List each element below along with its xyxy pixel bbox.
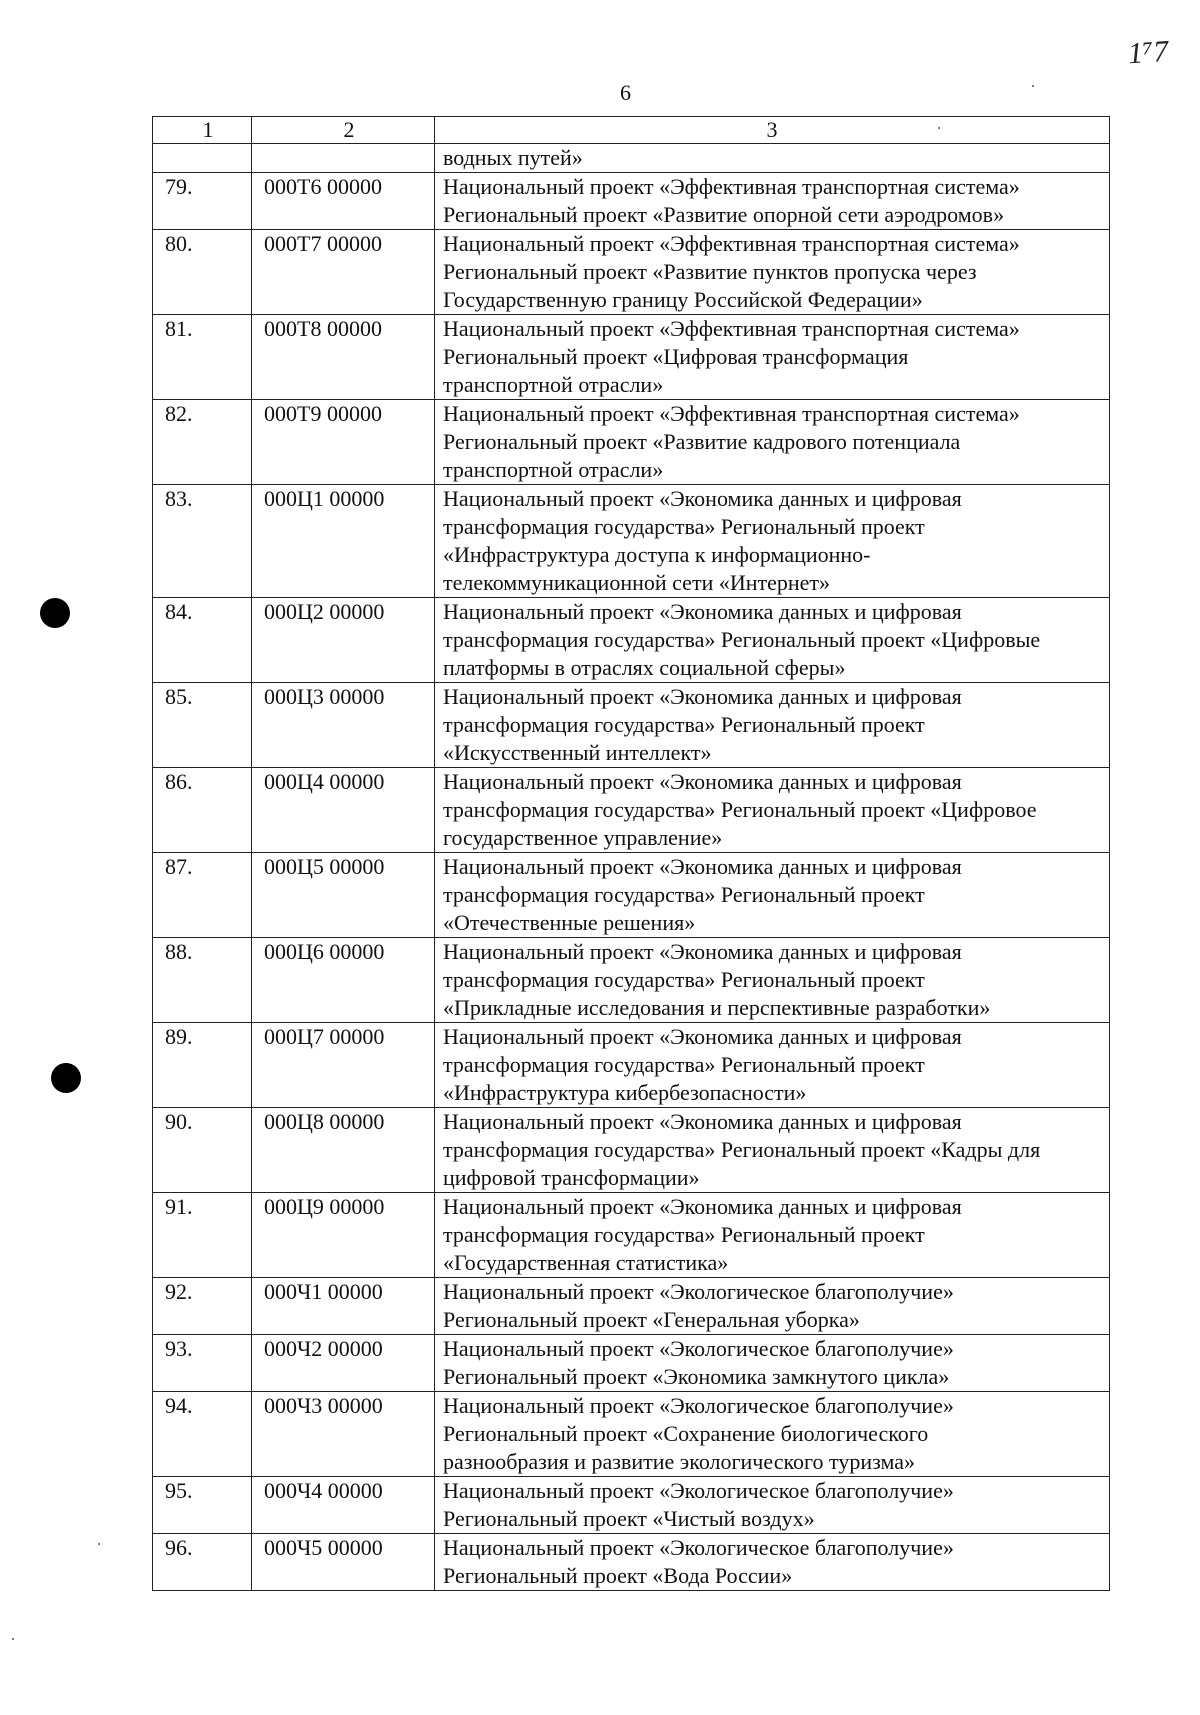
description-line: «Инфраструктура доступа к информационно- (443, 542, 871, 567)
row-description-cell (435, 1193, 1110, 1278)
description-line: Региональный проект «Чистый воздух» (443, 1506, 815, 1531)
table-row (153, 1278, 1110, 1335)
row-description-cell (435, 1392, 1110, 1477)
row-code-cell: 000Ц5 00000 (252, 853, 435, 938)
row-description-cell (435, 938, 1110, 1023)
row-description-cell (435, 173, 1110, 230)
row-code-cell: 000Ч2 00000 (252, 1335, 435, 1392)
description-line: транспортной отрасли» (443, 372, 664, 397)
handwritten-page-mark: 1⁷7 (1126, 34, 1170, 71)
column-header-2: 2 (252, 117, 435, 144)
row-code-cell: 000Ч5 00000 (252, 1534, 435, 1591)
description-line: Региональный проект «Цифровая трансформация (443, 344, 909, 369)
description-line: Национальный проект «Экономика данных и цифровая (443, 1024, 962, 1049)
row-code-cell: 000Ц9 00000 (252, 1193, 435, 1278)
table-row (153, 1477, 1110, 1534)
table-row (153, 598, 1110, 683)
table-row (153, 1534, 1110, 1591)
row-number-cell: 80. (153, 230, 252, 315)
table-row (153, 1193, 1110, 1278)
description-line: «Искусственный интеллект» (443, 740, 712, 765)
description-line: телекоммуникационной сети «Интернет» (443, 570, 831, 595)
description-line: разнообразия и развитие экологического туризма» (443, 1449, 916, 1474)
punch-hole-bottom (51, 1063, 81, 1093)
row-description-cell (435, 1335, 1110, 1392)
row-description-cell (435, 230, 1110, 315)
row-number-cell: 87. (153, 853, 252, 938)
row-code-cell: 000Т9 00000 (252, 400, 435, 485)
row-code-cell: 000Ц8 00000 (252, 1108, 435, 1193)
row-code-cell: 000Ц3 00000 (252, 683, 435, 768)
row-code-cell: 000Ц4 00000 (252, 768, 435, 853)
row-description-cell (435, 1023, 1110, 1108)
row-description-cell (435, 400, 1110, 485)
row-description-cell (435, 598, 1110, 683)
description-line: Национальный проект «Эффективная транспортная система» (443, 401, 1020, 426)
row-code-cell: 000Ч4 00000 (252, 1477, 435, 1534)
table-header-row (153, 117, 1110, 144)
row-code-cell: 000Т8 00000 (252, 315, 435, 400)
row-description-cell (435, 1108, 1110, 1193)
row-description-cell (435, 683, 1110, 768)
table-row (153, 1392, 1110, 1477)
row-code-cell: 000Ч3 00000 (252, 1392, 435, 1477)
table-row (153, 315, 1110, 400)
description-line: трансформация государства» Региональный проект «Цифровое (443, 797, 1037, 822)
description-line: Государственную границу Российской Федерации» (443, 287, 923, 312)
row-code-cell: 000Ц7 00000 (252, 1023, 435, 1108)
table-row (153, 173, 1110, 230)
description-line: Национальный проект «Экономика данных и цифровая (443, 1109, 962, 1134)
row-number-cell: 92. (153, 1278, 252, 1335)
description-line: Национальный проект «Экономика данных и цифровая (443, 854, 962, 879)
row-description-cell (435, 485, 1110, 598)
description-line: Национальный проект «Экологическое благополучие» (443, 1279, 954, 1304)
description-line: трансформация государства» Региональный проект «Кадры для (443, 1137, 1041, 1162)
row-description-cell (435, 1278, 1110, 1335)
description-line: трансформация государства» Региональный проект «Цифровые (443, 627, 1041, 652)
table-row (153, 683, 1110, 768)
description-line: Региональный проект «Развитие опорной сети аэродромов» (443, 202, 1005, 227)
description-line: цифровой трансформации» (443, 1165, 700, 1190)
description-line: трансформация государства» Региональный проект (443, 882, 925, 907)
description-line: «Инфраструктура кибербезопасности» (443, 1080, 807, 1105)
scan-speck (98, 1543, 100, 1545)
row-number-cell: 85. (153, 683, 252, 768)
page-number: 6 (620, 80, 631, 105)
description-line: платформы в отраслях социальной сферы» (443, 655, 846, 680)
description-line: Национальный проект «Эффективная транспортная система» (443, 316, 1020, 341)
description-line: «Прикладные исследования и перспективные разработки» (443, 995, 991, 1020)
row-code-cell (252, 144, 435, 173)
row-number-cell: 83. (153, 485, 252, 598)
description-line: Национальный проект «Экономика данных и цифровая (443, 769, 962, 794)
description-line: трансформация государства» Региональный проект (443, 712, 925, 737)
description-line: трансформация государства» Региональный проект (443, 514, 925, 539)
row-code-cell: 000Ч1 00000 (252, 1278, 435, 1335)
table-row (153, 400, 1110, 485)
description-line: Региональный проект «Генеральная уборка» (443, 1307, 860, 1332)
description-line: трансформация государства» Региональный проект (443, 1052, 925, 1077)
row-number-cell: 86. (153, 768, 252, 853)
description-line: транспортной отрасли» (443, 457, 664, 482)
row-number-cell: 81. (153, 315, 252, 400)
table-row-continuation (153, 144, 1110, 173)
description-line: Национальный проект «Экологическое благополучие» (443, 1336, 954, 1361)
description-line: «Отечественные решения» (443, 910, 696, 935)
description-line: Национальный проект «Экологическое благополучие» (443, 1535, 954, 1560)
projects-table (152, 116, 1110, 1591)
column-header-3: 3 (435, 117, 1110, 144)
table-row (153, 768, 1110, 853)
row-number-cell: 89. (153, 1023, 252, 1108)
row-description-cell (435, 315, 1110, 400)
description-line: Региональный проект «Сохранение биологического (443, 1421, 929, 1446)
table-row (153, 1108, 1110, 1193)
description-line: Национальный проект «Экологическое благополучие» (443, 1478, 954, 1503)
row-number-cell: 91. (153, 1193, 252, 1278)
description-line: государственное управление» (443, 825, 723, 850)
table-row (153, 853, 1110, 938)
scan-speck (1032, 85, 1034, 87)
row-number-cell: 96. (153, 1534, 252, 1591)
description-line: Национальный проект «Эффективная транспортная система» (443, 174, 1020, 199)
description-line: Национальный проект «Эффективная транспортная система» (443, 231, 1020, 256)
description-line: «Государственная статистика» (443, 1250, 729, 1275)
description-line: Региональный проект «Экономика замкнутого цикла» (443, 1364, 950, 1389)
description-line: Национальный проект «Экономика данных и цифровая (443, 486, 962, 511)
row-description-cell (435, 853, 1110, 938)
row-number-cell (153, 144, 252, 173)
table-row (153, 938, 1110, 1023)
table-row (153, 1335, 1110, 1392)
punch-hole-top (40, 598, 70, 628)
description-line: Национальный проект «Экономика данных и цифровая (443, 939, 962, 964)
row-number-cell: 82. (153, 400, 252, 485)
description-line: Региональный проект «Развитие кадрового потенциала (443, 429, 961, 454)
description-line: Национальный проект «Экономика данных и цифровая (443, 599, 962, 624)
table-row (153, 230, 1110, 315)
row-code-cell: 000Ц1 00000 (252, 485, 435, 598)
description-line: Региональный проект «Развитие пунктов пропуска через (443, 259, 977, 284)
row-number-cell: 90. (153, 1108, 252, 1193)
column-header-1: 1 (153, 117, 252, 144)
description-line: Национальный проект «Экономика данных и цифровая (443, 1194, 962, 1219)
row-code-cell: 000Ц2 00000 (252, 598, 435, 683)
row-description-cell (435, 1477, 1110, 1534)
row-description-cell (435, 144, 1110, 173)
scan-speck (12, 1638, 14, 1640)
description-line: Национальный проект «Экологическое благополучие» (443, 1393, 954, 1418)
row-code-cell: 000Т7 00000 (252, 230, 435, 315)
row-number-cell: 84. (153, 598, 252, 683)
description-line: трансформация государства» Региональный проект (443, 1222, 925, 1247)
description-line: водных путей» (443, 145, 583, 170)
description-line: трансформация государства» Региональный проект (443, 967, 925, 992)
row-description-cell (435, 768, 1110, 853)
description-line: Национальный проект «Экономика данных и цифровая (443, 684, 962, 709)
row-number-cell: 95. (153, 1477, 252, 1534)
row-code-cell: 000Ц6 00000 (252, 938, 435, 1023)
row-description-cell (435, 1534, 1110, 1591)
description-line: Региональный проект «Вода России» (443, 1563, 793, 1588)
row-number-cell: 94. (153, 1392, 252, 1477)
row-number-cell: 93. (153, 1335, 252, 1392)
row-number-cell: 79. (153, 173, 252, 230)
table-row (153, 485, 1110, 598)
row-code-cell: 000Т6 00000 (252, 173, 435, 230)
table-row (153, 1023, 1110, 1108)
row-number-cell: 88. (153, 938, 252, 1023)
